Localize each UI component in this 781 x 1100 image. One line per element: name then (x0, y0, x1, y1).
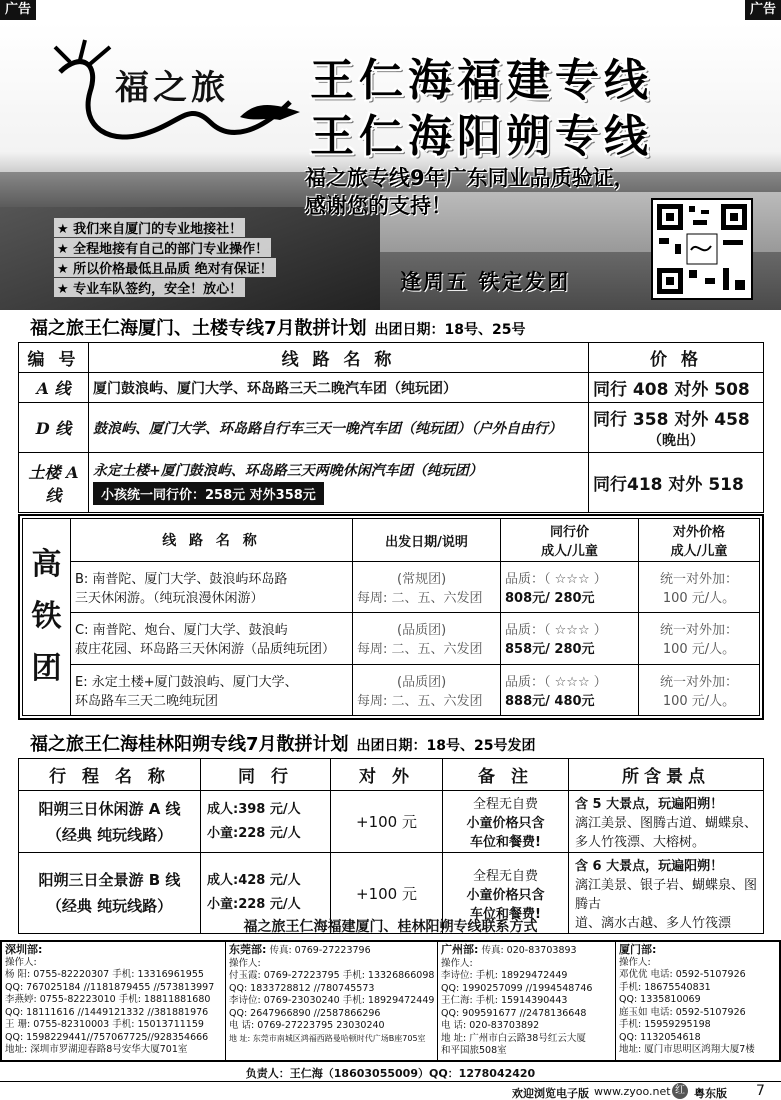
rail-header-peer (501, 519, 639, 562)
rail-type: (品质团) (397, 623, 447, 639)
rail-public-price (639, 562, 760, 613)
contact-line: 传真: 0769-27223796 (269, 945, 371, 956)
rail-header-public (639, 519, 760, 562)
route-price: 同行 408 对外 508 (589, 373, 764, 403)
xiamen-table (18, 342, 764, 513)
rail-type: (品质团) (397, 674, 447, 690)
header-code: 编 号 (19, 343, 89, 373)
guilin-sights (569, 791, 764, 853)
guilin-route-sub: （经典 纯玩线路） (46, 825, 173, 844)
route-price: 同行418 对外 518 (589, 453, 764, 513)
contact-line: 操作人: (229, 957, 261, 969)
contacts-title: 福之旅王仁海福建厦门、桂林阳朔专线联系方式 (243, 919, 538, 935)
guilin-title: 福之旅王仁海桂林阳朔专线7月散拼计划 (30, 734, 349, 755)
subhead-line-1: 福之旅专线9年广东同业品质验证， (305, 166, 635, 190)
rail-extra-value: 100 元/人。 (662, 591, 736, 607)
contact-line: 手机: 18675540831 (619, 981, 711, 993)
contact-line: QQ: 2647966890 //2587866296 (229, 1007, 381, 1019)
rail-days: 每周: 二、五、六发团 (357, 642, 483, 658)
contact-line: 和平国旅508室 (441, 1045, 507, 1056)
page-footer (0, 1081, 781, 1100)
contact-xiamen (616, 942, 779, 1060)
route-price-cell (589, 403, 764, 453)
guilin-header-peer: 同 行 (201, 759, 331, 791)
note-line-3: 车位和餐费! (470, 835, 541, 850)
sights-line-2: 漓江美景、图腾古道、蝴蝶泉、 (575, 816, 758, 831)
route-name: 永定土楼+厦门鼓浪屿、环岛路三天两晚休闲汽车团（纯玩团） (93, 463, 483, 479)
contact-line: 操作人: (5, 956, 37, 968)
kids-price-badge: 小孩统一同行价：258元 对外358元 (93, 482, 324, 505)
contact-line: 操作人: (441, 957, 473, 969)
guilin-peer (201, 791, 331, 853)
table-row (19, 403, 764, 453)
route-name: 厦门鼓浪屿、厦门大学、环岛路三天二晚汽车团（纯玩团） (89, 373, 589, 403)
rail-days: 每周: 二、五、六发团 (357, 693, 483, 709)
peer-label: 同行价 (549, 525, 589, 540)
rail-price: 858元/ 280元 (505, 642, 595, 658)
rail-days: 每周: 二、五、六发团 (357, 591, 483, 607)
contact-line: 地址: 厦门市思明区鸿翔大厦7楼 (619, 1044, 755, 1055)
rail-price: 808元/ 280元 (505, 591, 595, 607)
manager-line: 负责人：王仁海（18603055009）QQ：1278042420 (245, 1067, 536, 1080)
rail-date (353, 562, 501, 613)
contact-line: 付玉霞: 0769-27223795 手机: 13326866098 (229, 970, 435, 981)
contact-line: QQ: 1598229441//757067725//928354666 (5, 1031, 209, 1043)
route-code: 土楼 A 线 (19, 453, 89, 513)
route-code: D 线 (19, 403, 89, 453)
bullet-1: ★ 我们来自厦门的专业地接社！ (54, 218, 245, 237)
rail-extra-value: 100 元/人。 (662, 693, 736, 709)
public-sub: 成人/儿童 (670, 544, 728, 559)
sights-line-2: 漓江美景、银子岩、蝴蝶泉、图腾古 (575, 878, 758, 912)
rail-peer-price (501, 562, 639, 613)
table-row (23, 562, 760, 613)
rail-quality: 品质：（ ☆☆☆ ） (505, 623, 607, 639)
table-row (19, 373, 764, 403)
child-price: 小童:228 元/人 (207, 897, 301, 912)
rail-route-line-2: 三天休闲游。（纯玩浪漫休闲游） (75, 591, 264, 607)
contact-line: 电 话: 0769-27223795 23030240 (229, 1020, 385, 1031)
page-number: 7 (756, 1083, 765, 1099)
side-char-3: 团 (31, 651, 62, 686)
guilin-route-name: 阳朔三日全景游 B 线 (38, 871, 181, 889)
qr-code-icon (651, 198, 753, 300)
departure-note: 逢周五 铁定发团 (400, 270, 571, 294)
sights-line-1: 含 5 大景点，玩遍阳朔！ (575, 797, 724, 812)
contact-line: 王仁海: 手机: 15914390443 (441, 995, 568, 1006)
rail-peer-price (501, 664, 639, 715)
rail-route-line-2: 环岛路车三天二晚纯玩团 (75, 693, 219, 709)
contact-line: 李诗位: 手机: 18929472449 (441, 970, 568, 981)
dept-name: 深圳部: (5, 943, 43, 956)
rail-extra-label: 统一对外加： (659, 623, 738, 639)
sights-line-3: 多人竹筏漂、大榕树。 (575, 835, 706, 850)
contact-line: QQ: 1990257099 //1994548746 (441, 982, 593, 994)
contact-line: 庭玉如 电话: 0592-5107926 (619, 1006, 746, 1018)
rail-date (353, 613, 501, 664)
contact-line: QQ: 18111616 //1449121332 //381881976 (5, 1006, 209, 1018)
subhead-line-2: 感谢您的支持！ (305, 194, 452, 218)
contact-line: 传真: 020-83703893 (481, 945, 577, 956)
contact-line: 手机: 15959295198 (619, 1019, 711, 1030)
note-line-2: 小童价格只含 (466, 816, 545, 831)
contact-dongguan (226, 942, 438, 1060)
guilin-public: +100 元 (331, 853, 443, 934)
route-name-cell (89, 453, 589, 513)
adult-price: 成人:428 元/人 (207, 873, 301, 888)
route-name: 鼓浪屿、厦门大学、环岛路自行车三天一晚汽车团（纯玩团）（户外自由行） (89, 403, 589, 453)
note-line-1: 全程无自费 (472, 868, 538, 884)
child-price: 小童:228 元/人 (207, 825, 301, 841)
guilin-table (18, 758, 764, 934)
xiamen-section-title (30, 314, 526, 340)
guilin-header-sights: 所含景点 (569, 759, 764, 791)
public-label: 对外价格 (672, 525, 725, 540)
table-row (23, 664, 760, 715)
rail-header-route: 线 路 名 称 (71, 519, 353, 562)
rail-route-line-1: E: 永定土楼+厦门鼓浪屿、厦门大学、 (75, 674, 298, 690)
contact-line: 地 址: 东莞市南城区鸿福西路曼哈顿时代广场B座705室 (229, 1033, 426, 1043)
edition-label: 粤东版 (694, 1087, 727, 1100)
header-route: 线 路 名 称 (89, 343, 589, 373)
table-row (19, 453, 764, 513)
guilin-header-route: 行 程 名 称 (19, 759, 201, 791)
note-line-1: 全程无自费 (472, 797, 538, 812)
ad-tag-left: 广告 (0, 0, 36, 20)
contacts-block (0, 940, 781, 1062)
contact-line: QQ: 767025184 //1181879455 //573813997 (5, 981, 215, 993)
contact-line: 地址: 深圳市罗湖迎春路8号安华大厦701室 (5, 1044, 188, 1055)
rail-price: 888元/ 480元 (505, 693, 595, 709)
rail-extra-value: 100 元/人。 (662, 642, 736, 658)
contact-line: 操作人: (619, 956, 651, 968)
contact-line: 王 珊: 0755-82310003 手机: 15013711159 (5, 1019, 204, 1030)
ad-tag-right: 广告 (745, 0, 781, 20)
dept-name: 厦门部: (619, 943, 657, 956)
route-note: （晚出） (648, 433, 704, 449)
guilin-route (19, 791, 201, 853)
site-link[interactable]: www.zyoo.net (594, 1085, 671, 1098)
contact-line: QQ: 1833728812 //780745573 (229, 982, 375, 994)
contact-line: 邓优优 电话: 0592-5107926 (619, 969, 746, 980)
rail-type: (常规团) (397, 572, 447, 588)
peer-sub: 成人/儿童 (541, 544, 598, 559)
note-line-2: 小童价格只含 (466, 887, 545, 903)
rail-public-price (639, 664, 760, 715)
table-row (19, 791, 764, 853)
rail-route (71, 664, 353, 715)
bullet-4: ★ 专业车队签约，安全！放心！ (54, 278, 245, 297)
brand-logo: 福之旅 (115, 68, 229, 108)
note-line-3: 车位和餐费! (470, 906, 541, 922)
contact-line: 地 址: 广州市白云路38号红云大厦 (441, 1032, 586, 1044)
guilin-section-title (30, 730, 536, 756)
sights-line-3: 道、漓水古越、多人竹筏漂 (575, 916, 732, 931)
rail-route (71, 562, 353, 613)
route-price: 同行 358 对外 458 (593, 410, 750, 430)
header-price: 价 格 (589, 343, 764, 373)
guilin-subtitle: 出团日期：18号、25号发团 (356, 738, 536, 754)
guilin-header-public: 对 外 (331, 759, 443, 791)
contact-shenzhen (2, 942, 226, 1060)
browse-text: 欢迎浏览电子版 (512, 1087, 589, 1100)
table-row (23, 613, 760, 664)
headline-yangshuo: 王仁海阳朔专线 (310, 111, 653, 162)
guilin-header-note: 备 注 (443, 759, 569, 791)
adult-price: 成人:398 元/人 (207, 801, 301, 817)
contact-line: 李燕婷: 0755-82223010 手机: 18811881680 (5, 994, 211, 1005)
rail-quality: 品质：（ ☆☆☆ ） (505, 674, 607, 690)
rail-route-line-1: B: 南普陀、厦门大学、鼓浪屿环岛路 (75, 572, 288, 588)
rail-peer-price (501, 613, 639, 664)
guilin-note (443, 791, 569, 853)
contact-guangzhou (438, 942, 616, 1060)
contact-line: 杨 阳: 0755-82220307 手机: 13316961955 (5, 969, 204, 980)
rail-extra-label: 统一对外加： (659, 674, 738, 690)
sights-line-1: 含 6 大景点，玩遍阳朔！ (575, 859, 724, 874)
guilin-route-sub: （经典 纯玩线路） (46, 897, 173, 915)
rail-public-price (639, 613, 760, 664)
headline-fujian: 王仁海福建专线 (310, 55, 653, 106)
bullet-3: ★ 所以价格最低且品质 绝对有保证！ (54, 258, 276, 277)
rail-quality: 品质：（ ☆☆☆ ） (505, 572, 607, 588)
contact-line: QQ: 1132054618 (619, 1031, 701, 1043)
contact-line: QQ: 909591677 //2478136648 (441, 1007, 587, 1019)
rail-route-line-1: C: 南普陀、炮台、厦门大学、鼓浪屿 (75, 623, 288, 639)
rail-route-line-2: 菽庄花园、环岛路三天休闲游（品质纯玩团） (75, 642, 336, 658)
edition-badge-icon: 红 (672, 1083, 688, 1099)
side-char-1: 高 (31, 547, 62, 582)
dept-name: 广州部: (441, 943, 479, 956)
xiamen-subtitle: 出团日期：18号、25号 (374, 322, 526, 338)
rail-table (22, 518, 760, 716)
rail-extra-label: 统一对外加： (659, 572, 738, 588)
xiamen-title: 福之旅王仁海厦门、土楼专线7月散拼计划 (30, 318, 367, 339)
guilin-route-name: 阳朔三日休闲游 A 线 (38, 799, 181, 818)
bullet-2: ★ 全程地接有自己的部门专业操作！ (54, 238, 271, 257)
side-char-2: 铁 (31, 599, 62, 634)
contact-line: 电 话: 020-83703892 (441, 1020, 540, 1031)
contact-line: 李诗位: 0769-23030240 手机: 18929472449 (229, 995, 435, 1006)
rail-date (353, 664, 501, 715)
contact-line: QQ: 1335810069 (619, 994, 701, 1005)
rail-route (71, 613, 353, 664)
guilin-public: +100 元 (331, 791, 443, 853)
rail-side-label (23, 519, 71, 716)
rail-header-date: 出发日期/说明 (353, 519, 501, 562)
dept-name: 东莞部: (229, 943, 267, 956)
route-code: A 线 (19, 373, 89, 403)
